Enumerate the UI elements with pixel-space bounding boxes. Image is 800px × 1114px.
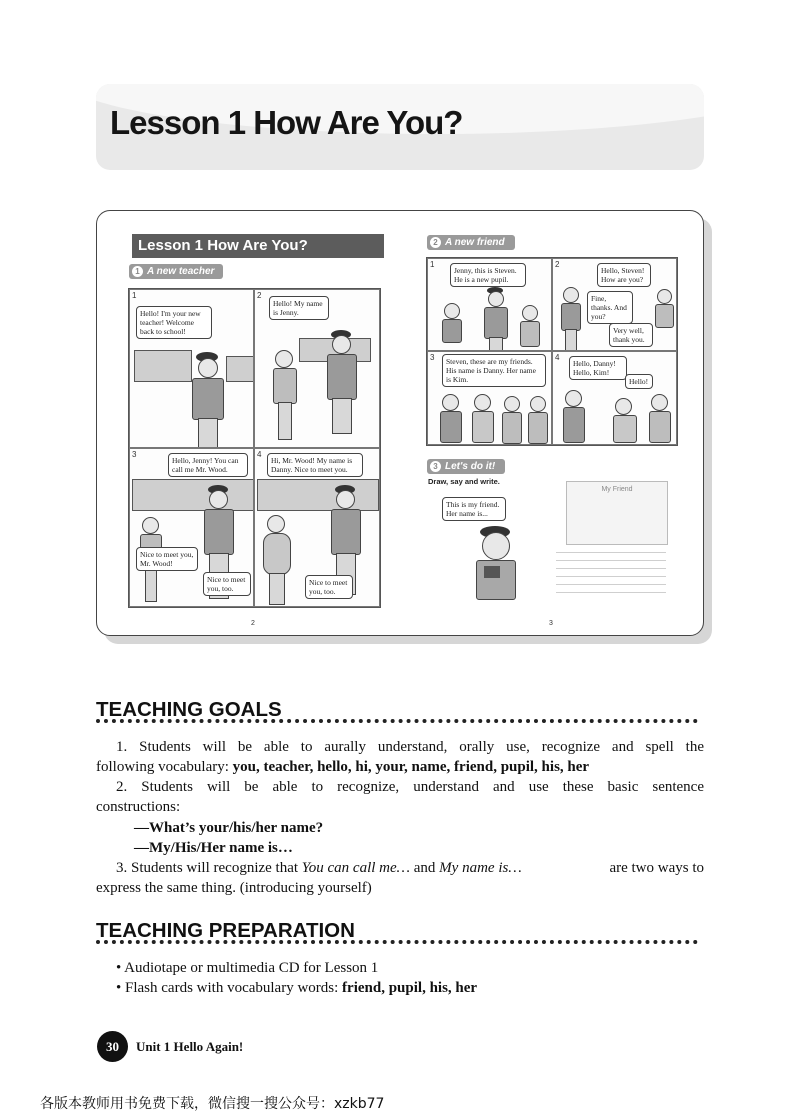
lesson-title-banner <box>96 84 704 170</box>
goal-1-line-1: 1. Students will be able to aurally understand, orally use, recognize and spell the <box>116 739 704 755</box>
preparation-item-1: • Audiotape or multimedia CD for Lesson 1 <box>116 960 379 976</box>
comic-panel: 1 Hello! I'm your new teacher! Welcome back to school! <box>129 289 254 448</box>
speech-bubble: Hello! <box>625 374 653 389</box>
section-pill-lets-do-it: 3 Let's do it! <box>427 459 505 474</box>
speech-bubble: Fine, thanks. And you? <box>587 291 633 324</box>
speech-bubble: Very well, thank you. <box>609 323 653 347</box>
comic-panel: 2 Hello! My name is Jenny. <box>254 289 380 448</box>
construction-1: —What’s your/his/her name? <box>134 820 324 836</box>
speech-bubble: Jenny, this is Steven. He is a new pupil. <box>450 263 526 287</box>
comic-panel: 2 Hello, Steven! How are you? Fine, thanks. And you? Very well, thank you. <box>552 258 677 351</box>
speech-bubble: Hello! My name is Jenny. <box>269 296 329 320</box>
my-friend-label: My Friend <box>601 486 633 493</box>
comic-panel: 3 Steven, these are my friends. His name is Danny. Her name is Kim. <box>427 351 552 445</box>
speech-bubble: Hello, Danny! Hello, Kim! <box>569 356 627 380</box>
textbook-left-header: Lesson 1 How Are You? <box>132 234 384 258</box>
page-number-right: 3 <box>549 620 553 627</box>
page-number-left: 2 <box>251 620 255 627</box>
section-pill-new-friend: 2 A new friend <box>427 235 515 250</box>
dotted-divider <box>96 719 698 723</box>
dotted-divider <box>96 940 698 944</box>
page-number-badge: 30 <box>97 1031 128 1062</box>
goal-2-line-1: 2. Students will be able to recognize, understand and use these basic sentence <box>116 779 704 795</box>
construction-2: —My/His/Her name is… <box>134 840 293 856</box>
watermark-text: 各版本教师用书免费下载，微信搜一搜公众号：xzkb77 <box>40 1096 385 1112</box>
speech-bubble: Nice to meet you, too. <box>305 575 353 599</box>
right-comic-grid <box>426 257 678 446</box>
unit-title: Unit 1 Hello Again! <box>136 1039 244 1054</box>
comic-panel: 3 Hello, Jenny! You can call me Mr. Wood. Nice to meet you, Mr. Wood! <box>129 448 254 607</box>
goal-2-line-2: constructions: <box>96 799 181 815</box>
speech-bubble: Hi, Mr. Wood! My name is Danny. Nice to meet you. <box>267 453 363 477</box>
speech-bubble: Hello! I'm your new teacher! Welcome back to school! <box>136 306 212 339</box>
section-pill-new-teacher: 1 A new teacher <box>129 264 223 279</box>
activity-instruction: Draw, say and write. <box>428 477 500 486</box>
comic-panel: 4 Hello, Danny! Hello, Kim! Hello! <box>552 351 677 445</box>
speech-bubble: Hello, Steven! How are you? <box>597 263 651 287</box>
speech-bubble: Steven, these are my friends. His name is Danny. Her name is Kim. <box>442 354 546 387</box>
goal-3-line-2: express the same thing. (introducing yourself) <box>96 880 372 896</box>
comic-panel: 4 Hi, Mr. Wood! My name is Danny. Nice to meet you. Nice to meet you, too. <box>254 448 380 607</box>
goal-1-line-2: following vocabulary: you, teacher, hello, hi, your, name, friend, pupil, his, her <box>96 759 590 775</box>
left-comic-grid <box>128 288 381 608</box>
lesson-title: Lesson 1 How Are You? <box>110 104 463 141</box>
goal-1-vocabulary: you, teacher, hello, hi, your, name, friend, pupil, his, her <box>232 759 590 775</box>
speech-bubble: Nice to meet you, Mr. Wood! <box>136 547 198 571</box>
preparation-item-2: • Flash cards with vocabulary words: friend, pupil, his, her <box>116 980 478 996</box>
speech-bubble: Nice to meet you, too. <box>203 572 251 596</box>
comic-panel: 1 Jenny, this is Steven. He is a new pupil. <box>427 258 552 351</box>
speech-bubble: This is my friend. Her name is... <box>442 497 506 521</box>
teaching-preparation-heading: TEACHING PREPARATION <box>96 919 355 942</box>
speech-bubble: Hello, Jenny! You can call me Mr. Wood. <box>168 453 248 477</box>
my-friend-card <box>566 481 668 545</box>
teaching-goals-heading: TEACHING GOALS <box>96 698 282 721</box>
goal-3-line-1: 3. Students will recognize that You can call me… and My name is… are two ways to <box>116 860 704 876</box>
